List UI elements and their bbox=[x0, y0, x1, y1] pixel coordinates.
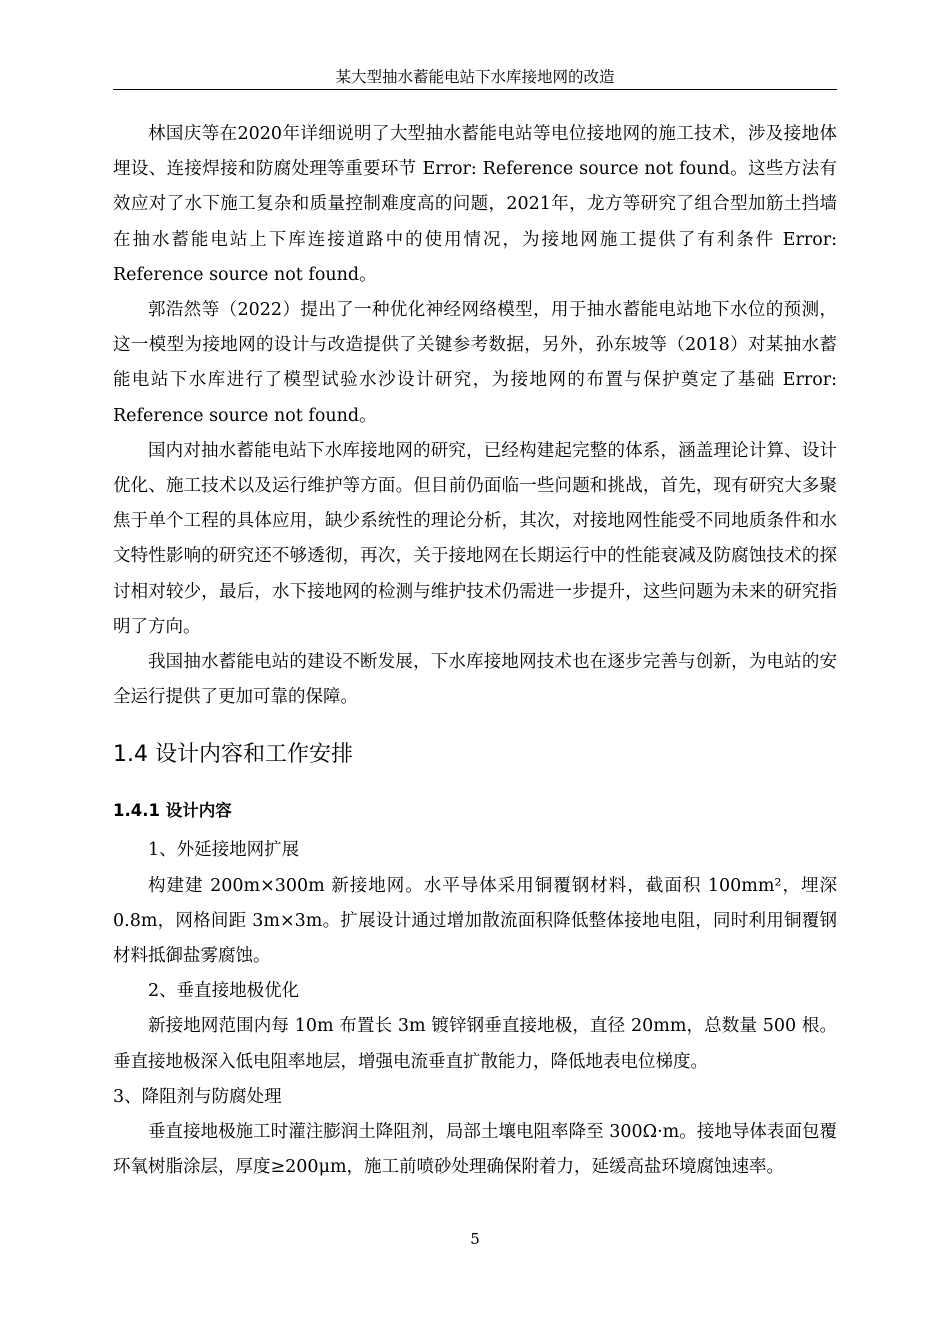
body-paragraph: 郭浩然等（2022）提出了一种优化神经网络模型，用于抽水蓄能电站地下水位的预测，这一模型为接地网的设计与改造提供了关键参考数据，另外，孙东坡等（2018）对某抽水蓄能电站下水库进行了模型试验水沙设计研究，为接地网的布置与保护奠定了基础 Error: Reference source not found。 bbox=[113, 300, 837, 426]
subsection-heading: 1.4.1 设计内容 bbox=[113, 801, 232, 821]
running-header-title: 某大型抽水蓄能电站下水库接地网的改造 bbox=[335, 68, 615, 86]
body-paragraph: 国内对抽水蓄能电站下水库接地网的研究，已经构建起完整的体系，涵盖理论计算、设计优化、施工技术以及运行维护等方面。但目前仍面临一些问题和挑战，首先，现有研究大多聚焦于单个工程的具体应用，缺少系统性的理论分析，其次，对接地网性能受不同地质条件和水文特性影响的研究还不够透彻，再次，关于接地网在长期运行中的性能衰减及防腐蚀技术的探讨相对较少，最后，水下接地网的检测与维护技术仍需进一步提升，这些问题为未来的研究指明了方向。 bbox=[113, 440, 837, 637]
item-title: 2、垂直接地极优化 bbox=[148, 981, 300, 1002]
body-paragraph: 林国庆等在2020年详细说明了大型抽水蓄能电站等电位接地网的施工技术，涉及接地体埋设、连接焊接和防腐处理等重要环节 Error: Reference source not found。这些方法有效应对了水下施工复杂和质量控制难度高的问题，2021年，龙方等研究了组合型加筋土挡墙在抽水蓄能电站上下库连接道路中的使用情况，为接地网施工提供了有利条件 Error: Reference source not found。 bbox=[113, 124, 837, 285]
page-number: 5 bbox=[470, 1230, 480, 1248]
body-paragraph: 我国抽水蓄能电站的建设不断发展，下水库接地网技术也在逐步完善与创新，为电站的安全运行提供了更加可靠的保障。 bbox=[113, 652, 837, 708]
item-title: 3、降阻剂与防腐处理 bbox=[113, 1086, 282, 1107]
item-body: 构建建 200m×300m 新接地网。水平导体采用铜覆钢材料，截面积 100mm²，埋深 0.8m，网格间距 3m×3m。扩展设计通过增加散流面积降低整体接地电阻，同时利用铜覆钢材料抵御盐雾腐蚀。 bbox=[113, 875, 837, 967]
document-body bbox=[113, 117, 837, 1185]
item-title: 1、外延接地网扩展 bbox=[148, 840, 300, 861]
item-body: 垂直接地极施工时灌注膨润土降阻剂，局部土壤电阻率降至 300Ω·m。接地导体表面包覆环氧树脂涂层，厚度≥200μm，施工前喷砂处理确保附着力，延缓高盐环境腐蚀速率。 bbox=[113, 1122, 837, 1178]
header-divider bbox=[113, 89, 837, 90]
section-heading: 1.4 设计内容和工作安排 bbox=[113, 742, 353, 768]
item-body: 新接地网范围内每 10m 布置长 3m 镀锌钢垂直接地极，直径 20mm，总数量 500 根。垂直接地极深入低电阻率地层，增强电流垂直扩散能力，降低地表电位梯度。 bbox=[113, 1016, 837, 1072]
